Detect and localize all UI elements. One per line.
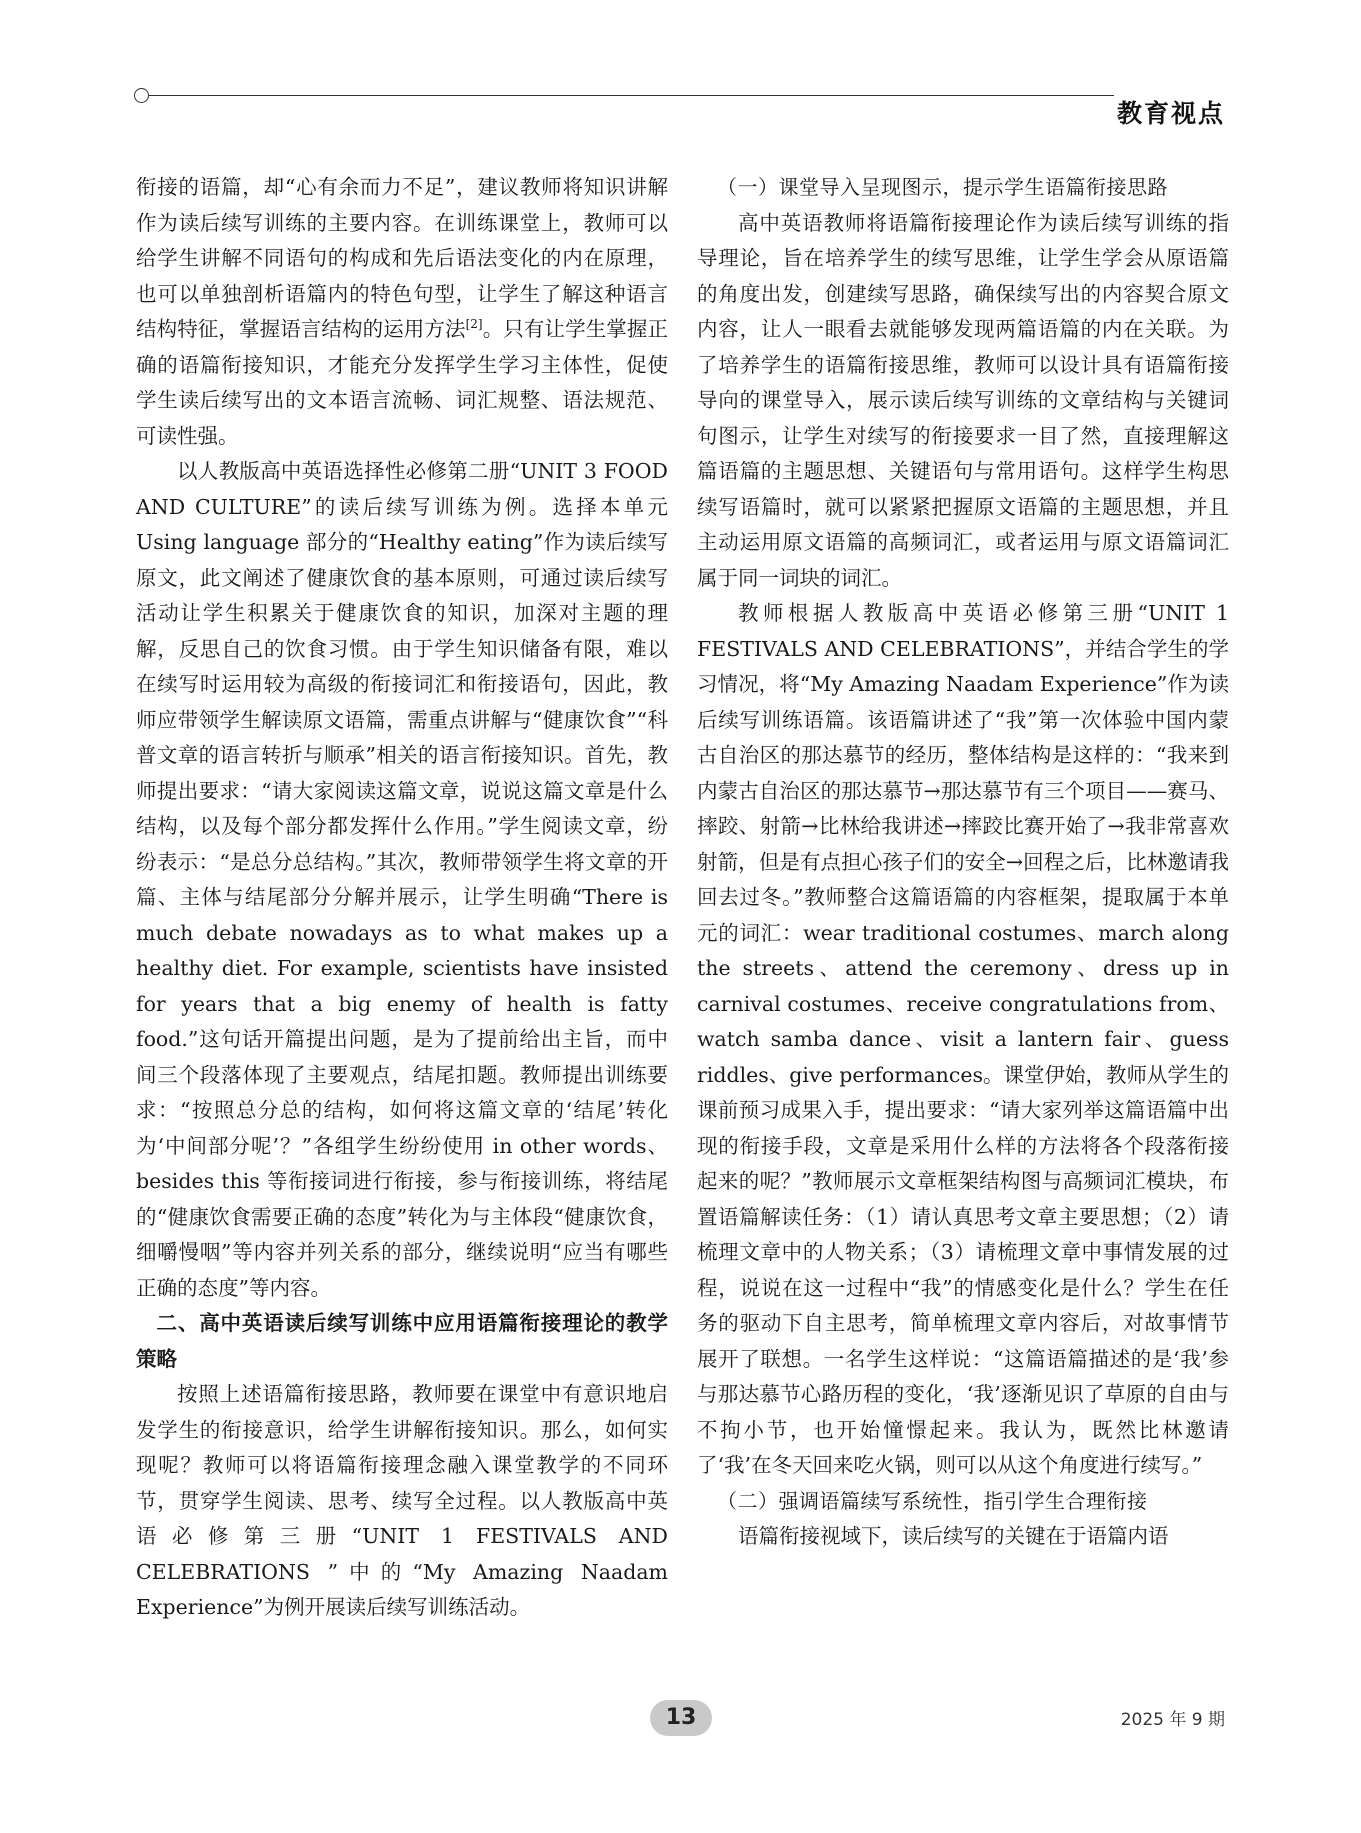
paragraph: 按照上述语篇衔接思路，教师要在课堂中有意识地启发学生的衔接意识，给学生讲解衔接知识。那么，如何实现呢？教师可以将语篇衔接理念融入课堂教学的不同环节，贯穿学生阅读、思考、续写全过程。以人教版高中英语必修第三册“UNIT 1 FESTIVALS AND CELEBRATIONS ”中的“My Amazing Naadam Experience”为例开展读后续写训练活动。 [136,1382,668,1619]
paragraph: 教师根据人教版高中英语必修第三册“UNIT 1 FESTIVALS AND CELEBRATIONS”，并结合学生的学习情况，将“My Amazing Naadam Experience”作为读后续写训练语篇。该语篇讲述了“我”第一次体验中国内蒙古自治区的那达慕节的经历，整体结构是这样的：“我来到内蒙古自治区的那达慕节→那达慕节有三个项目——赛马、摔跤、射箭→比林给我讲述→摔跤比赛开始了→我非常喜欢射箭，但是有点担心孩子们的安全→回程之后，比林邀请我回去过冬。”教师整合这篇语篇的内容框架，提取属于本单元的词汇：wear traditional costumes、march along the streets、attend the ceremony、dress up in carnival costumes、receive congratulations from、watch samba dance、visit a lantern fair、guess riddles、give performances。课堂伊始，教师从学生的课前预习成果入手，提出要求：“请大家列举这篇语篇中出现的衔接手段，文章是采用什么样的方法将各个段落衔接起来的呢？”教师展示文章框架结构图与高频词汇模块，布置语篇解读任务：（1）请认真思考文章主要思想；（2）请梳理文章中的人物关系；（3）请梳理文章中事情发展的过程，说说在这一过程中“我”的情感变化是什么？学生在任务的驱动下自主思考，简单梳理文章内容后，对故事情节展开了联想。一名学生这样说：“这篇语篇描述的是‘我’参与那达慕节心路历程的变化，‘我’逐渐见识了草原的自由与不拘小节，也开始憧憬起来。我认为，既然比林邀请了‘我’在冬天回来吃火锅，则可以从这个角度进行续写。” [697,601,1229,1477]
paragraph [136,170,668,454]
section-title: 教育视点 [1116,99,1225,128]
left-column [136,170,668,1626]
subheading: （二）强调语篇续写系统性，指引学生合理衔接 [717,1488,1148,1513]
reference-marker: [2] [465,317,483,332]
subheading: （一）课堂导入呈现图示，提示学生语篇衔接思路 [717,175,1168,199]
paragraph: 语篇衔接视域下，读后续写的关键在于语篇内语 [738,1524,1169,1548]
paragraph: 以人教版高中英语选择性必修第二册“UNIT 3 FOOD AND CULTURE”的读后续写训练为例。选择本单元 Using language 部分的“Healthy eating”作为读后续写原文，此文阐述了健康饮食的基本原则，可通过读后续写活动让学生积累关于健康饮食的知识，加深对主题的理解，反思自己的饮食习惯。由于学生知识储备有限，难以在续写时运用较为高级的衔接词汇和衔接语句，因此，教师应带领学生解读原文语篇，需重点讲解与“健康饮食”“科普文章的语言转折与顺承”相关的语言衔接知识。首先，教师提出要求：“请大家阅读这篇文章，说说这篇文章是什么结构，以及每个部分都发挥什么作用。”学生阅读文章，纷纷表示：“是总分总结构。”其次，教师带领学生将文章的开篇、主体与结尾部分分解并展示，让学生明确“There is much debate nowadays as to what makes up a healthy diet. For example, scientists have insisted for years that a big enemy of health is fatty food.”这句话开篇提出问题，是为了提前给出主旨，而中间三个段落体现了主要观点，结尾扣题。教师提出训练要求：“按照总分总的结构，如何将这篇文章的‘结尾’转化为‘中间部分呢’？”各组学生纷纷使用 in other words、besides this 等衔接词进行衔接，参与衔接训练，将结尾的“健康饮食需要正确的态度”转化为与主体段“健康饮食，细嚼慢咽”等内容并列关系的部分，继续说明“应当有哪些正确的态度”等内容。 [136,459,668,1300]
section-heading: 二、高中英语读后续写训练中应用语篇衔接理论的教学策略 [136,1311,668,1371]
header-circle-icon [134,88,149,103]
paragraph-text: 衔接的语篇，却“心有余而力不足”，建议教师将知识讲解作为读后续写训练的主要内容。在训练课堂上，教师可以给学生讲解不同语句的构成和先后语法变化的内在原理，也可以单独剖析语篇内的特色句型，让学生了解这种语言结构特征，掌握语言结构的运用方法 [136,175,668,341]
issue-label: 2025 年 9 期 [1120,1710,1225,1730]
paragraph-text: 。只有让学生掌握正确的语篇衔接知识，才能充分发挥学生学习主体性，促使学生读后续写出的文本语言流畅、词汇规整、语法规范、可读性强。 [136,317,669,448]
right-column [697,170,1229,1555]
paragraph: 高中英语教师将语篇衔接理论作为读后续写训练的指导理论，旨在培养学生的续写思维，让学生学会从原语篇的角度出发，创建续写思路，确保续写出的内容契合原文内容，让人一眼看去就能够发现两篇语篇的内在关联。为了培养学生的语篇衔接思维，教师可以设计具有语篇衔接导向的课堂导入，展示读后续写训练的文章结构与关键词句图示，让学生对续写的衔接要求一目了然，直接理解这篇语篇的主题思想、关键语句与常用语句。这样学生构思续写语篇时，就可以紧紧把握原文语篇的主题思想，并且主动运用原文语篇的高频词汇，或者运用与原文语篇词汇属于同一词块的词汇。 [697,210,1229,590]
page-number-badge: 13 [650,1700,712,1736]
header-rule [136,95,1114,96]
